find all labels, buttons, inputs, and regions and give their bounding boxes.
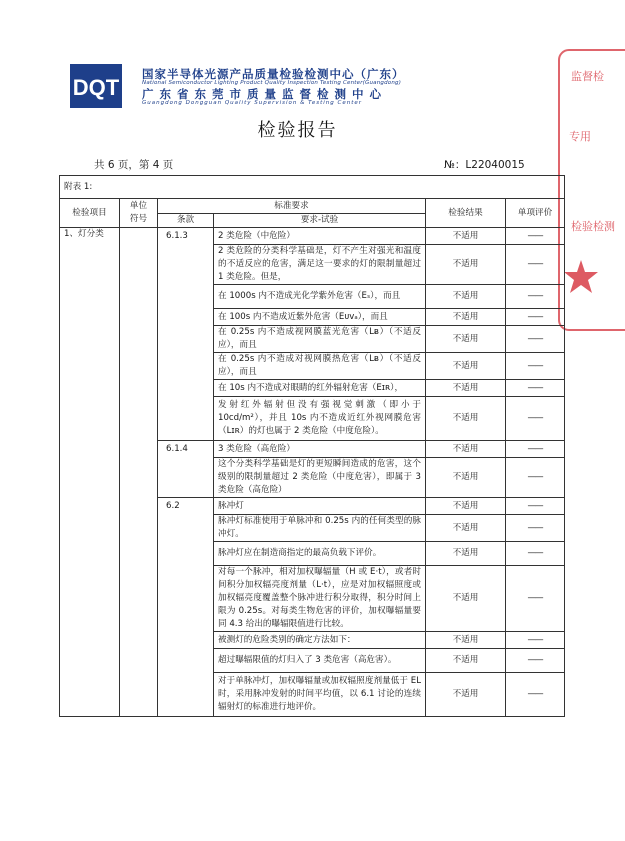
result-cell: 不适用 [426,458,506,498]
requirement-cell: 在 0.25s 内不造成对视网膜热危害（Lᴃ）（不适反应），而且 [214,353,426,380]
stamp-text-mid: 专用 [569,130,591,143]
requirement-cell: 对于单脉冲灯，加权曝辐量或加权辐照度剂量低于 EL 时，采用脉冲发射的时间平均值，以 6.1 讨论的连续辐射灯的标准进行地评价。 [214,673,426,717]
requirement-cell: 3 类危险（高危险） [214,441,426,458]
verdict-cell: —— [506,441,565,458]
svg-text:DQT: DQT [72,75,120,100]
requirement-cell: 对每一个脉冲，相对加权曝辐量（H 或 E·t），或者时间积分加权辐亮度剂量（L·t），应是对加权辐照度或加权辐亮度覆盖整个脉冲进行积分取得，积分时间上限为 0.25s。对每类生物危害的评价，加权曝辐量要同 4.3 给出的曝辐限值进行比较。 [214,566,426,632]
requirement-cell: 在 1000s 内不造成光化学紫外危害（Eₛ），而且 [214,285,426,309]
requirement-cell: 发射红外辐射但没有强视觉刺激（即小于 10cd/m²），并且 10s 内不造成近红外视网膜危害（Lɪʀ）的灯也属于 2 类危险（中度危险）。 [214,397,426,441]
verdict-cell: —— [506,397,565,441]
item-name: 1、灯分类 [60,228,120,717]
report-number: №：L22040015 [444,159,525,171]
result-cell: 不适用 [426,245,506,285]
requirement-cell: 脉冲灯 [214,498,426,515]
appendix-label: 附表 1: [60,176,565,199]
org-name-cn: 国家半导体光源产品质量检验检测中心（广东） [142,67,405,81]
requirement-cell: 2 类危险（中危险） [214,228,426,245]
stamp-star-icon [564,260,598,293]
table-row [60,228,565,245]
result-cell: 不适用 [426,441,506,458]
result-cell: 不适用 [426,353,506,380]
header-verdict: 单项评价 [506,199,565,228]
result-cell: 不适用 [426,326,506,353]
result-cell: 不适用 [426,397,506,441]
inspection-table [59,175,565,717]
verdict-cell: —— [506,285,565,309]
org2-name-en: Guangdong Dongguan Quality Supervision & Testing Center [142,100,363,106]
verdict-cell: —— [506,458,565,498]
verdict-cell: —— [506,515,565,542]
result-cell: 不适用 [426,542,506,566]
requirement-cell: 脉冲灯应在制造商指定的最高负载下评价。 [214,542,426,566]
verdict-cell: —— [506,228,565,245]
result-cell: 不适用 [426,673,506,717]
page-info: 共 6 页，第 4 页 [94,159,174,171]
unit-cell [120,228,158,717]
verdict-cell: —— [506,566,565,632]
result-cell: 不适用 [426,285,506,309]
requirement-cell: 这个分类科学基础是灯的更短瞬间造成的危害，这个级别的限制量超过 2 类危险（中度危害），即属于 3 类危险（高危险） [214,458,426,498]
result-cell: 不适用 [426,649,506,673]
verdict-cell: —— [506,649,565,673]
verdict-cell: —— [506,632,565,649]
header-result: 检验结果 [426,199,506,228]
result-cell: 不适用 [426,309,506,326]
stamp-text-top: 监督检 [571,70,604,83]
requirement-cell: 脉冲灯标准使用于单脉冲和 0.25s 内的任何类型的脉冲灯。 [214,515,426,542]
clause-cell: 6.1.4 [158,441,214,498]
center-logo [70,64,122,108]
result-cell: 不适用 [426,228,506,245]
header-clause: 条款 [158,214,214,228]
document-title: 检验报告 [257,120,338,141]
header-item: 检验项目 [60,199,120,228]
verdict-cell: —— [506,498,565,515]
verdict-cell: —— [506,673,565,717]
result-cell: 不适用 [426,515,506,542]
requirement-cell: 超过曝辐限值的灯归入了 3 类危害（高危害）。 [214,649,426,673]
result-cell: 不适用 [426,566,506,632]
org-name-en: National Semiconductor Lighting Product Quality Inspection Testing Center(Guangdong) [142,80,402,86]
header-unit: 单位 符号 [120,199,158,228]
header-standard: 标准要求 [158,199,426,214]
inspection-stamp [555,40,625,340]
requirement-cell: 2 类危险的分类科学基础是，灯不产生对强光和温度的不适反应的危害，满足这一要求的灯的限制量超过 1 类危险。但是， [214,245,426,285]
requirement-cell: 在 10s 内不造成对眼睛的红外辐射危害（Eɪʀ）， [214,380,426,397]
verdict-cell: —— [506,353,565,380]
verdict-cell: —— [506,309,565,326]
requirement-cell: 在 100s 内不造成近紫外危害（Eᴜᴠₐ），而且 [214,309,426,326]
verdict-cell: —— [506,245,565,285]
stamp-text-bottom: 检验检测 [571,220,615,233]
result-cell: 不适用 [426,380,506,397]
clause-cell: 6.1.3 [158,228,214,441]
requirement-cell: 被测灯的危险类别的确定方法如下： [214,632,426,649]
result-cell: 不适用 [426,498,506,515]
verdict-cell: —— [506,326,565,353]
requirement-cell: 在 0.25s 内不造成视网膜蓝光危害（Lᴃ）（不适反应），而且 [214,326,426,353]
result-cell: 不适用 [426,632,506,649]
verdict-cell: —— [506,542,565,566]
verdict-cell: —— [506,380,565,397]
header-requirement: 要求-试验 [214,214,426,228]
org2-name-cn: 广东省东莞市质量监督检测中心 [142,87,387,101]
clause-cell: 6.2 [158,498,214,717]
